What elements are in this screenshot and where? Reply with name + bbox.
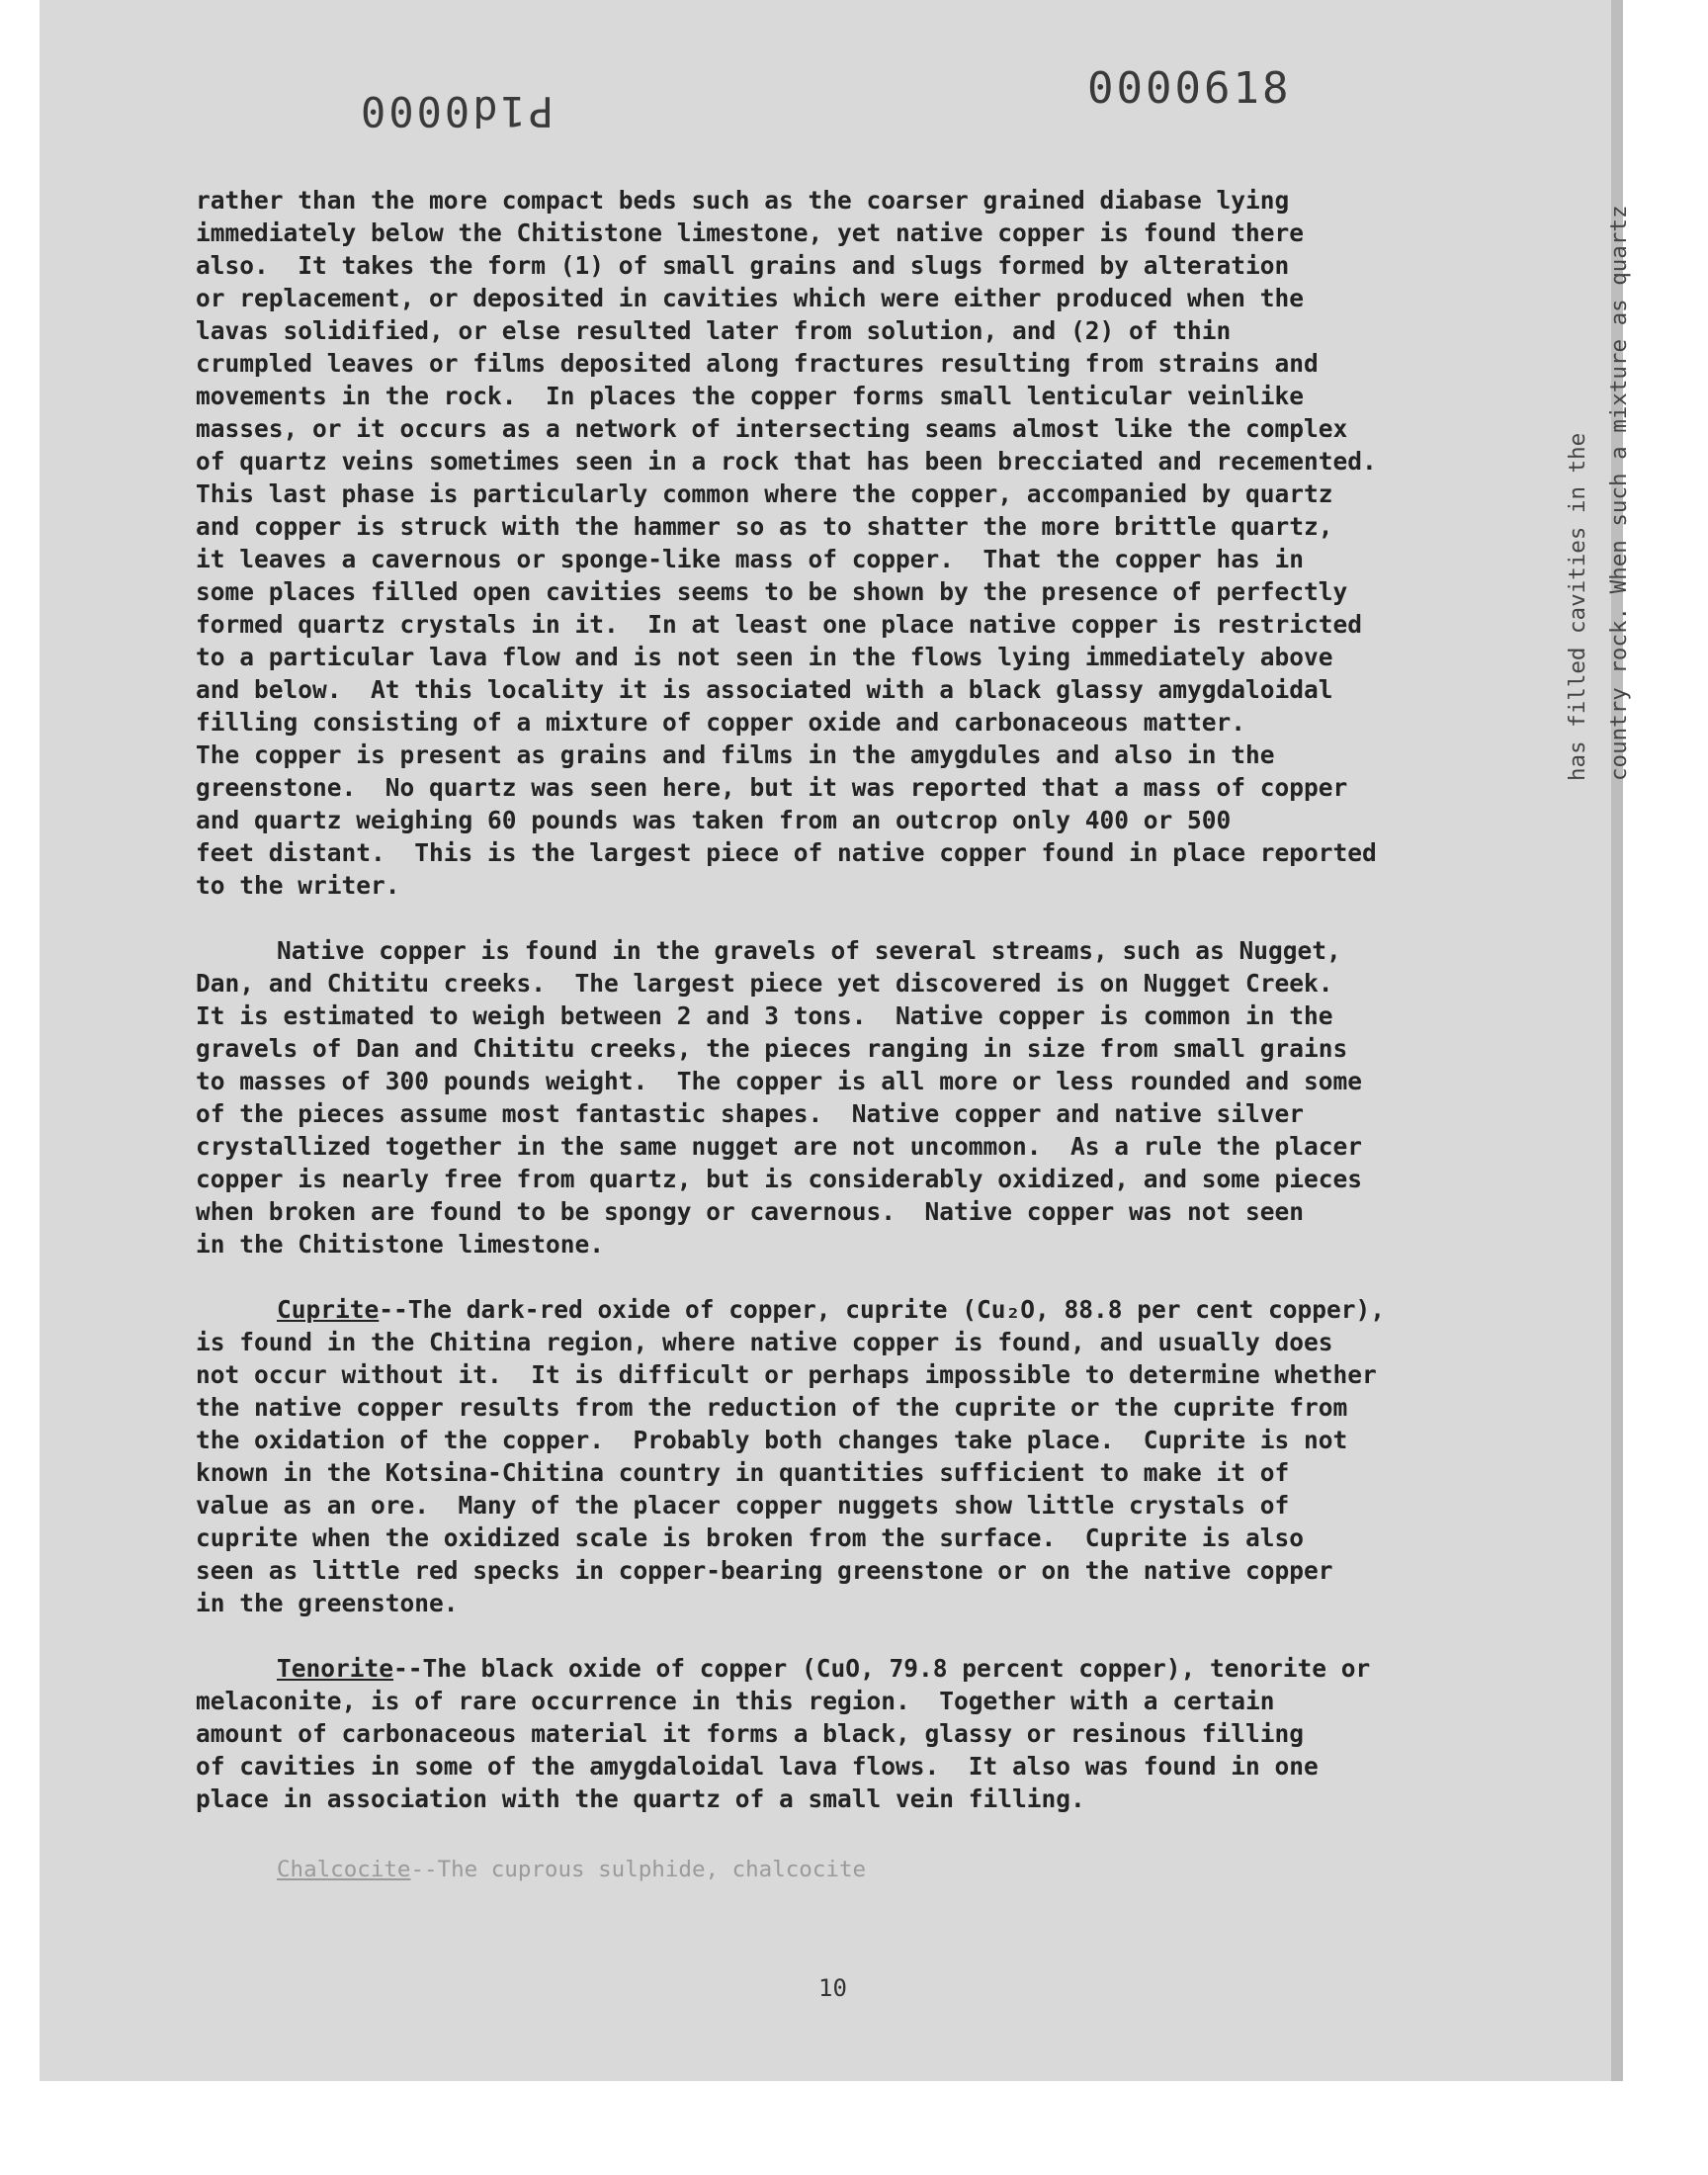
text-line: feet distant. This is the largest piece of native copper found in place reported	[196, 838, 1377, 867]
paragraph-tenorite	[196, 1652, 1540, 1815]
text-line: The copper is present as grains and films in the amygdules and also in the	[196, 740, 1275, 769]
text-line: and below. At this locality it is associated with a black glassy amygdaloidal	[196, 675, 1333, 704]
paragraph-cuprite	[196, 1293, 1540, 1619]
text-line: masses, or it occurs as a network of intersecting seams almost like the complex	[196, 414, 1348, 443]
text-line: to a particular lava flow and is not seen in the flows lying immediately above	[196, 643, 1333, 671]
text-line: in the Chitistone limestone.	[196, 1230, 605, 1259]
text-line: of the pieces assume most fantastic shapes. Native copper and native silver	[196, 1099, 1305, 1128]
margin-note	[1557, 206, 1640, 781]
text-line: when broken are found to be spongy or cavernous. Native copper was not seen	[196, 1197, 1305, 1226]
paragraph-heading-line	[196, 1652, 1540, 1685]
text-line: known in the Kotsina-Chitina country in quantities sufficient to make it of	[196, 1458, 1290, 1487]
section-heading-chalcocite: Chalcocite	[277, 1857, 411, 1882]
text-line: lavas solidified, or else resulted later from solution, and (2) of thin	[196, 316, 1232, 345]
text-line: seen as little red specks in copper-bearing greenstone or on the native copper	[196, 1556, 1333, 1585]
text-line: melaconite, is of rare occurrence in this region. Together with a certain	[196, 1687, 1275, 1715]
text-line: rather than the more compact beds such as the coarser grained diabase lying	[196, 186, 1290, 215]
text-line: not occur without it. It is difficult or perhaps impossible to determine whether	[196, 1360, 1377, 1389]
text-line: to masses of 300 pounds weight. The copper is all more or less rounded and some	[196, 1067, 1363, 1095]
margin-note-line-2: country rock. When such a mixture as quartz	[1606, 205, 1632, 781]
text-line: it leaves a cavernous or sponge-like mass of copper. That the copper has in	[196, 545, 1305, 573]
text-line: cuprite when the oxidized scale is broken from the surface. Cuprite is also	[196, 1523, 1305, 1552]
text-line: some places filled open cavities seems to be shown by the presence of perfectly	[196, 577, 1348, 606]
text-line: amount of carbonaceous material it forms a black, glassy or resinous filling	[196, 1719, 1305, 1748]
paragraph-placer-copper	[196, 934, 1540, 1261]
text-line: value as an ore. Many of the placer copper nuggets show little crystals of	[196, 1491, 1290, 1520]
text-line: also. It takes the form (1) of small grains and slugs formed by alteration	[196, 251, 1290, 280]
heading-line-rest: --The dark-red oxide of copper, cuprite (Cu₂O, 88.8 per cent copper),	[379, 1295, 1386, 1324]
faded-line-rest: --The cuprous sulphide, chalcocite	[410, 1857, 867, 1882]
paragraph-heading-line	[196, 1293, 1540, 1326]
text-line: immediately below the Chitistone limestone, yet native copper is found there	[196, 218, 1305, 247]
text-line: or replacement, or deposited in cavities which were either produced when the	[196, 284, 1305, 312]
text-line: in the greenstone.	[196, 1589, 459, 1617]
text-line: to the writer.	[196, 871, 400, 900]
text-line: greenstone. No quartz was seen here, but it was reported that a mass of copper	[196, 773, 1348, 802]
text-line: the oxidation of the copper. Probably both changes take place. Cuprite is not	[196, 1426, 1348, 1454]
text-line: crumpled leaves or films deposited along fractures resulting from strains and	[196, 349, 1319, 378]
text-line: copper is nearly free from quartz, but is considerably oxidized, and some pieces	[196, 1165, 1363, 1193]
header-code-right: 0000618	[1087, 63, 1292, 114]
body-text	[196, 184, 1540, 1815]
page-number: 10	[818, 1974, 847, 2002]
text-line: is found in the Chitina region, where native copper is found, and usually does	[196, 1328, 1333, 1356]
text-line: Dan, and Chititu creeks. The largest piece yet discovered is on Nugget Creek.	[196, 969, 1333, 998]
text-line: and quartz weighing 60 pounds was taken from an outcrop only 400 or 500	[196, 806, 1232, 834]
text-line: filling consisting of a mixture of copper oxide and carbonaceous matter.	[196, 708, 1246, 737]
text-line: place in association with the quartz of a small vein filling.	[196, 1784, 1085, 1813]
header-code-left: P1d0000	[358, 87, 555, 135]
section-heading-tenorite: Tenorite	[277, 1654, 394, 1683]
faded-next-section	[277, 1857, 866, 1882]
text-line: gravels of Dan and Chititu creeks, the pieces ranging in size from small grains	[196, 1034, 1348, 1063]
text-line: of quartz veins sometimes seen in a rock that has been brecciated and recemented.	[196, 447, 1377, 476]
text-line: the native copper results from the reduction of the cuprite or the cuprite from	[196, 1393, 1348, 1422]
text-line: formed quartz crystals in it. In at least one place native copper is restricted	[196, 610, 1363, 639]
margin-note-line-1: has filled cavities in the	[1565, 432, 1590, 781]
section-heading-cuprite: Cuprite	[277, 1295, 380, 1324]
text-line: and copper is struck with the hammer so as to shatter the more brittle quartz,	[196, 512, 1333, 541]
paragraph-native-copper-in-place	[196, 184, 1540, 902]
text-line: This last phase is particularly common where the copper, accompanied by quartz	[196, 479, 1333, 508]
text-line: Native copper is found in the gravels of several streams, such as Nugget,	[277, 936, 1341, 965]
text-line: of cavities in some of the amygdaloidal lava flows. It also was found in one	[196, 1752, 1319, 1781]
text-line: crystallized together in the same nugget are not uncommon. As a rule the placer	[196, 1132, 1363, 1161]
heading-line-rest: --The black oxide of copper (CuO, 79.8 percent copper), tenorite or	[393, 1654, 1371, 1683]
text-line: movements in the rock. In places the copper forms small lenticular veinlike	[196, 382, 1305, 410]
text-line: It is estimated to weigh between 2 and 3 tons. Native copper is common in the	[196, 1001, 1333, 1030]
